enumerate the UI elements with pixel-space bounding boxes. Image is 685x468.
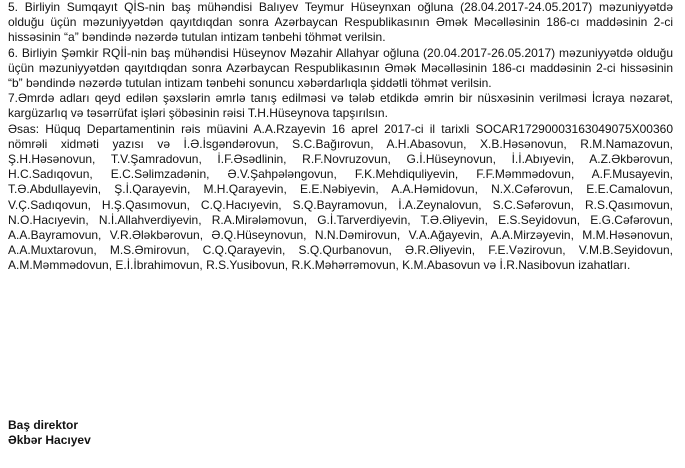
order-item-5: 5. Birliyin Sumqayıt QİS-nin baş mühəndisi Balıyev Teymur Hüseynxan oğluna (28.04.2017-24.05.2017) məzuniyyətdə olduğu üçün məzuniyyətdən qayıtdıqdan sonra Azərbaycan Respublikasının Əmək Məcəlləsinin 186-cı maddəsinin 2-ci hissəsinin “a” bəndində nəzərdə tutulan intizam tənbehi töhmət verilsin. xyxy=(8,0,673,45)
signature-block xyxy=(8,418,91,448)
order-item-6: 6. Birliyin Şəmkir RQİİ-nin baş mühəndisi Hüseynov Məzahir Allahyar oğluna (20.04.2017-26.05.2017) məzuniyyətdə olduğu üçün məzuniyyətdən qayıtdıqdan sonra Azərbaycan Respublikasının Əmək Məcəlləsinin 186-cı maddəsinin 2-ci hissəsinin “b” bəndində nəzərdə tutulan intizam tənbehi sonuncu xəbərdarlıqla şiddətli töhmət verilsin. xyxy=(8,45,673,91)
signatory-name: Əkbər Hacıyev xyxy=(8,433,91,447)
basis-paragraph: Əsas: Hüquq Departamentinin rəis müavini A.A.Rzayevin 16 aprel 2017-ci il tarixli SOCAR17290003163049075X00360 nömrəli xidməti yazısı və İ.Ə.İsgəndərovun, S.C.Bağırovun, A.H.Abasovun, X.B.Həsənovun, R.M.Namazovun, Ş.H.Həsənovun, T.V.Şamradovun, İ.F.Əsədlinin, R.F.Novruzovun, G.İ.Hüseynovun, İ.İ.Abıyevin, A.Z.Əkbərovun, H.C.Sadıqovun, E.C.Səlimzadənin, Ə.V.Şahpələngovun, F.K.Mehdiquliyevin, F.F.Məmmədovun, A.F.Musayevin, T.Ə.Abdullayevin, Ş.İ.Qarayevin, M.H.Qarayevin, E.E.Nəbiyevin, A.A.Həmidovun, N.X.Cəfərovun, E.E.Camalovun, V.Ç.Sadıqovun, H.Ş.Qasımovun, C.Q.Hacıyevin, S.Q.Bayramovun, İ.A.Zeynalovun, S.C.Səfərovun, R.S.Qasımovun, N.O.Hacıyevin, N.İ.Allahverdiyevin, R.A.Mirələmovun, G.İ.Tarverdiyevin, T.Ə.Əliyevin, E.S.Seyidovun, E.G.Cəfərovun, A.A.Bayramovun, V.R.Ələkbərovun, Ə.Q.Hüseynovun, N.N.Dəmirovun, V.A.Ağayevin, A.A.Mirzəyevin, M.M.Həsənovun, A.A.Muxtarovun, M.S.Əmirovun, C.Q.Qarayevin, S.Q.Qurbanovun, Ə.R.Əliyevin, F.E.Vəzirovun, V.M.B.Seyidovun, A.M.Məmmədovun, E.İ.İbrahimovun, R.S.Yusibovun, R.K.Məhərrəmovun, K.M.Abasovun və İ.R.Nasibovun izahatları. xyxy=(8,121,673,273)
order-item-7: 7.Əmrdə adları qeyd edilən şəxslərin əmrlə tanış edilməsi və tələb etdikdə əmrin bir nüsxəsinin verilməsi İcraya nəzarət, kargüzarlıq və təsərrüfat işləri şöbəsinin rəisi T.H.Hüseynova tapşırılsın. xyxy=(8,91,673,121)
order-document xyxy=(8,0,673,274)
signatory-position: Baş direktor xyxy=(8,418,79,432)
